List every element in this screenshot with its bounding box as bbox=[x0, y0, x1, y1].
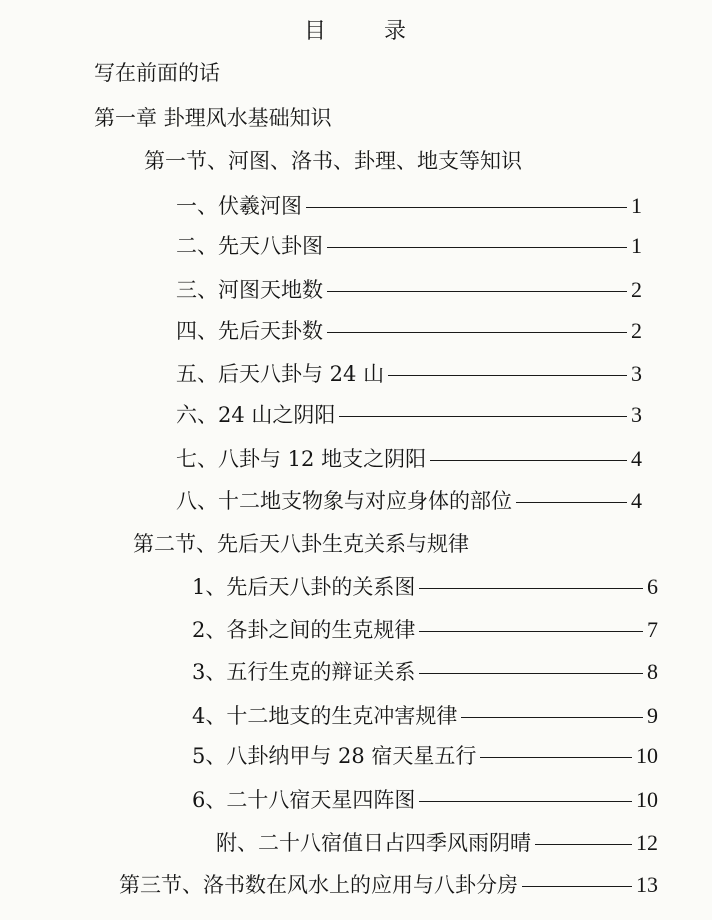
toc-entry-page: 12 bbox=[636, 830, 658, 855]
toc-entry-label: 七、八卦与 12 地支之阴阳 bbox=[176, 447, 427, 471]
leader-line bbox=[419, 801, 632, 802]
toc-entry-page: 2 bbox=[631, 277, 642, 302]
toc-entry-page: 10 bbox=[636, 787, 658, 812]
preface-line: 写在前面的话 bbox=[94, 61, 220, 85]
toc-entry-label: 3、五行生克的辩证关系 bbox=[192, 660, 416, 684]
leader-line bbox=[535, 844, 632, 845]
toc-entry bbox=[192, 572, 658, 602]
toc-entry-page: 1 bbox=[631, 233, 642, 258]
toc-entry bbox=[192, 615, 658, 645]
toc-entry-label: 附、二十八宿值日占四季风雨阴晴 bbox=[216, 831, 531, 855]
title-char-2: 录 bbox=[384, 19, 409, 44]
section-heading-1: 第一节、河图、洛书、卦理、地支等知识 bbox=[144, 149, 522, 173]
toc-entry-label: 六、24 山之阴阳 bbox=[176, 403, 336, 427]
toc-entry bbox=[192, 741, 658, 771]
toc-entry-page: 2 bbox=[631, 318, 642, 343]
chapter-heading: 第一章 卦理风水基础知识 bbox=[94, 106, 332, 130]
toc-entry bbox=[119, 870, 658, 900]
toc-entry-label: 4、十二地支的生克冲害规律 bbox=[192, 704, 458, 728]
toc-entry-label: 1、先后天八卦的关系图 bbox=[192, 575, 416, 599]
toc-entry bbox=[176, 486, 642, 516]
toc-entry-label: 五、后天八卦与 24 山 bbox=[176, 362, 385, 386]
page-title bbox=[0, 14, 712, 45]
toc-entry-label: 2、各卦之间的生克规律 bbox=[192, 618, 416, 642]
toc-entry bbox=[176, 191, 642, 221]
toc-entry-label: 四、先后天卦数 bbox=[176, 319, 323, 343]
leader-line bbox=[327, 247, 627, 248]
leader-line bbox=[306, 207, 627, 208]
leader-line bbox=[419, 673, 643, 674]
section-heading-2: 第二节、先后天八卦生克关系与规律 bbox=[133, 532, 469, 556]
toc-entry bbox=[176, 359, 642, 389]
toc-entry bbox=[192, 657, 658, 687]
toc-entry-page: 3 bbox=[631, 402, 642, 427]
toc-entry bbox=[192, 785, 658, 815]
toc-entry-label: 6、二十八宿天星四阵图 bbox=[192, 788, 416, 812]
toc-entry-label: 二、先天八卦图 bbox=[176, 234, 323, 258]
toc-entry-page: 4 bbox=[631, 488, 642, 513]
toc-entry bbox=[216, 828, 658, 858]
toc-entry bbox=[176, 400, 642, 430]
toc-entry-label: 三、河图天地数 bbox=[176, 278, 323, 302]
toc-entry-page: 13 bbox=[636, 872, 658, 897]
title-char-1: 目 bbox=[303, 19, 328, 44]
leader-line bbox=[327, 291, 627, 292]
toc-entry bbox=[176, 316, 642, 346]
leader-line bbox=[461, 717, 643, 718]
toc-entry-page: 7 bbox=[647, 617, 658, 642]
leader-line bbox=[419, 631, 643, 632]
toc-entry-label: 第三节、洛书数在风水上的应用与八卦分房 bbox=[119, 873, 518, 897]
leader-line bbox=[480, 757, 632, 758]
toc-entry bbox=[176, 275, 642, 305]
toc-entry-page: 9 bbox=[647, 703, 658, 728]
toc-entry-page: 6 bbox=[647, 574, 658, 599]
leader-line bbox=[388, 375, 627, 376]
toc-entry-label: 八、十二地支物象与对应身体的部位 bbox=[176, 489, 512, 513]
leader-line bbox=[339, 416, 627, 417]
leader-line bbox=[419, 588, 643, 589]
toc-entry bbox=[176, 231, 642, 261]
leader-line bbox=[430, 460, 627, 461]
leader-line bbox=[516, 502, 627, 503]
toc-entry-page: 4 bbox=[631, 446, 642, 471]
toc-entry bbox=[176, 444, 642, 474]
toc-entry-page: 10 bbox=[636, 743, 658, 768]
toc-entry-page: 3 bbox=[631, 361, 642, 386]
toc-entry-page: 1 bbox=[631, 193, 642, 218]
leader-line bbox=[522, 886, 632, 887]
toc-entry-page: 8 bbox=[647, 659, 658, 684]
toc-entry-label: 一、伏羲河图 bbox=[176, 194, 302, 218]
leader-line bbox=[327, 332, 627, 333]
toc-entry-label: 5、八卦纳甲与 28 宿天星五行 bbox=[192, 744, 477, 768]
toc-entry bbox=[192, 701, 658, 731]
